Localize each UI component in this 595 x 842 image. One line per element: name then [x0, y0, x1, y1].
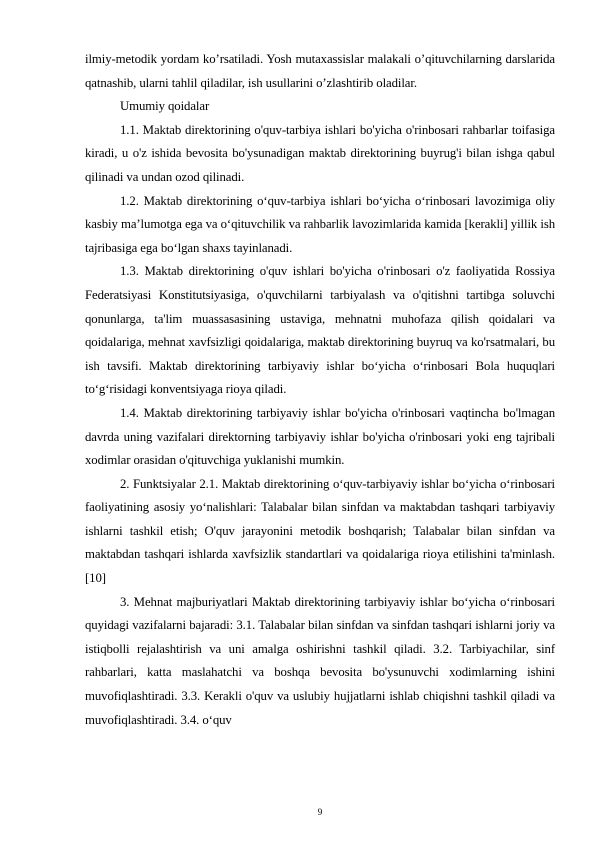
paragraph-intro: ilmiy-metodik yordam ko’rsatiladi. Yosh mutaxassislar malakali o’qituvchilarning darslarida qatnashib, ularni tahlil qiladilar, ish usullarini o’zlashtirib oladilar. — [85, 52, 555, 90]
document-body — [85, 48, 555, 732]
paragraph-functions: 2. Funktsiyalar 2.1. Maktab direktorining o‘quv-tarbiyaviy ishlar bo‘yicha o‘rinbosari faoliyatining asosiy yo‘nalishlari: Talabalar bilan sinfdan va maktabdan tashqari tarbiyaviy ishlarni tashkil etish; O'quv jarayonini metodik boshqarish; Talabalar bilan sinfdan va maktabdan tashqari ishlarda xavfsizlik standartlari va qoidalariga rioya etilishini ta'minlash. [10] — [85, 476, 555, 586]
page-number: 9 — [317, 807, 323, 817]
paragraph-1-1: 1.1. Maktab direktorining o'quv-tarbiya ishlari bo'yicha o'rinbosari rahbarlar toifasiga kiradi, u o'z ishida bevosita bo'ysunadigan maktab direktorining buyrug'i bilan ishga qabul qilinadi va undan ozod qilinadi. — [85, 122, 555, 184]
paragraph-1-3: 1.3. Maktab direktorining o'quv ishlari bo'yicha o'rinbosari o'z faoliyatida Rossiya Federatsiyasi Konstitutsiyasiga, o'quvchilarni tarbiyalash va o'qitishni tartibga soluvchi qonunlarga, ta'lim muassasasining ustaviga, mehnatni muhofaza qilish qoidalari va qoidalariga, mehnat xavfsizligi qoidalariga, maktab direktorining buyruq va ko'rsatmalari, bu ish tavsifi. Maktab direktorining tarbiyaviy ishlar bo‘yicha o‘rinbosari Bola huquqlari to‘g‘risidagi konventsiyaga rioya qiladi. — [85, 264, 555, 397]
paragraph-1-4: 1.4. Maktab direktorining tarbiyaviy ishlar bo'yicha o'rinbosari vaqtincha bo'lmagan davrda uning vazifalari direktorning tarbiyaviy ishlar bo'yicha o'rinbosari yoki eng tajribali xodimlar orasidan o'qituvchiga yuklanishi mumkin. — [85, 405, 555, 468]
paragraph-duties: 3. Mehnat majburiyatlari Maktab direktorining tarbiyaviy ishlar bo‘yicha o‘rinbosari quyidagi vazifalarni bajaradi: 3.1. Talabalar bilan sinfdan va sinfdan tashqari ishlarni joriy va istiqbolli rejalashtirish va uni amalga oshirishni tashkil qiladi. 3.2. Tarbiyachilar, sinf rahbarlari, katta maslahatchi va boshqa bevosita bo'ysunuvchi xodimlarning ishini muvofiqlashtiradi. 3.3. Kerakli o'quv va uslubiy hujjatlarni ishlab chiqishni tashkil qiladi va muvofiqlashtiradi. 3.4. o‘quv — [85, 594, 555, 727]
paragraph-1-2: 1.2. Maktab direktorining o‘quv-tarbiya ishlari bo‘yicha o‘rinbosari lavozimiga oliy kasbiy ma’lumotga ega va o‘qituvchilik va rahbarlik lavozimlarida kamida [kerakli] yillik ish tajribasiga ega bo‘lgan shaxs tayinlanadi. — [85, 193, 555, 255]
section-heading-general-rules: Umumiy qoidalar — [120, 99, 210, 114]
